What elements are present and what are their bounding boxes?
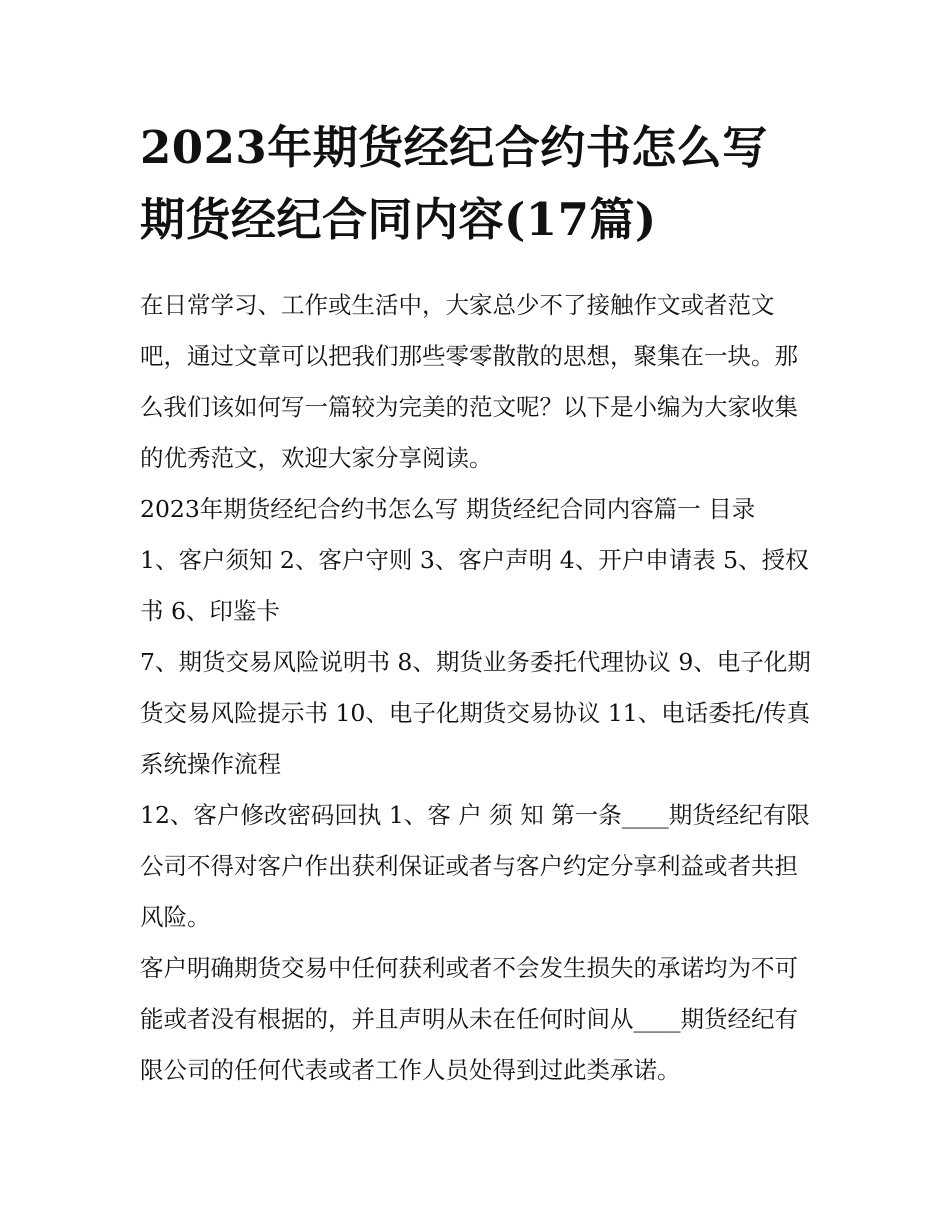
body-paragraph: 客户明确期货交易中任何获利或者不会发生损失的承诺均为不可能或者没有根据的，并且声明从未在任何时间从____期货经纪有限公司的任何代表或者工作人员处得到过此类承诺。 xyxy=(140,954,798,1084)
intro-paragraph: 在日常学习、工作或生活中，大家总少不了接触作文或者范文吧，通过文章可以把我们那些零零散散的思想，聚集在一块。那么我们该如何写一篇较为完美的范文呢？以下是小编为大家收集的优秀范文，欢迎大家分享阅读。 xyxy=(140,291,798,472)
toc-paragraph-1: 1、客户须知 2、客户守则 3、客户声明 4、开户申请表 5、授权书 6、印鉴卡 xyxy=(140,546,809,625)
toc-paragraph-2: 7、期货交易风险说明书 8、期货业务委托代理协议 9、电子化期货交易风险提示书 10、电子化期货交易协议 11、电话委托/传真系统操作流程 xyxy=(140,648,811,778)
toc-paragraph-3: 12、客户修改密码回执 1、客 户 须 知 第一条____期货经纪有限公司不得对客户作出获利保证或者与客户约定分享利益或者共担风险。 xyxy=(140,801,810,931)
section-heading: 2023年期货经纪合约书怎么写 期货经纪合同内容篇一 目录 xyxy=(140,495,756,523)
document-body xyxy=(140,280,820,1096)
title-line-1: 2023年期货经纪合约书怎么写 xyxy=(140,121,768,174)
title-line-2: 期货经纪合同内容(17篇) xyxy=(140,193,657,246)
document-title xyxy=(140,112,820,256)
